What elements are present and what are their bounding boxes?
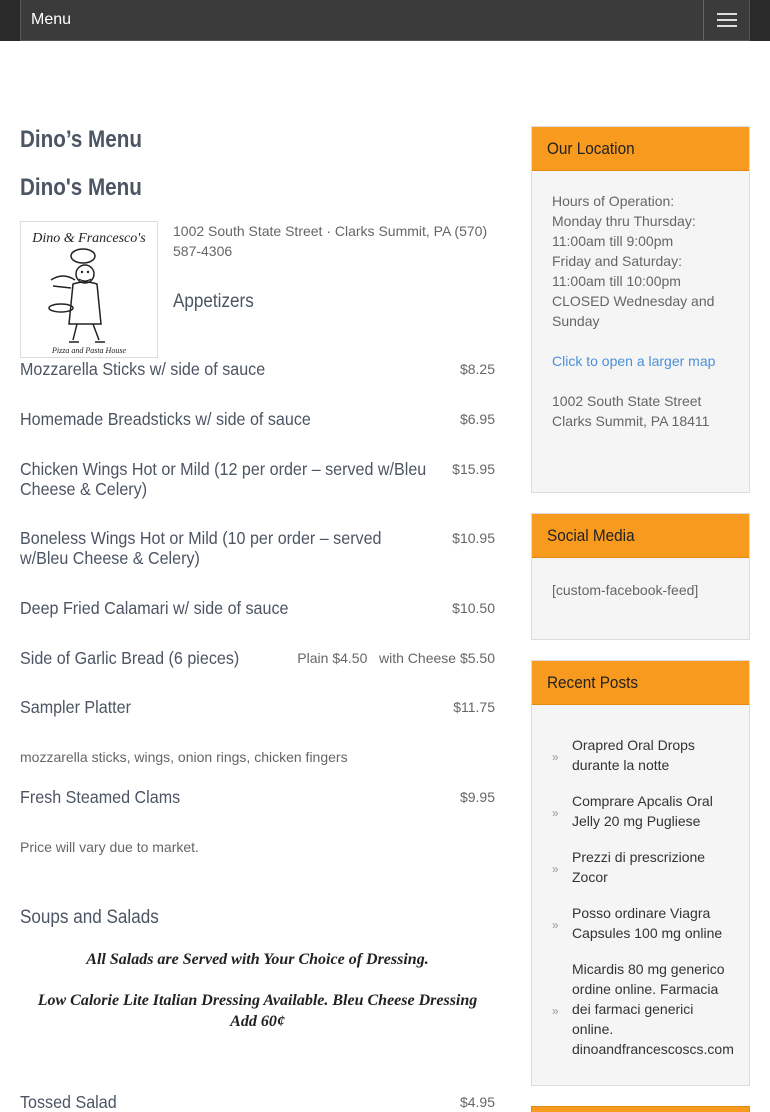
hours-line: Friday and Saturday: bbox=[552, 253, 682, 269]
recent-posts-widget bbox=[531, 660, 750, 1086]
menu-bar bbox=[20, 0, 750, 41]
item-name: Side of Garlic Bread (6 pieces) bbox=[20, 648, 240, 668]
hours-line: Monday thru Thursday: bbox=[552, 213, 696, 229]
location-widget bbox=[531, 126, 750, 493]
item-description: Price will vary due to market. bbox=[20, 839, 199, 855]
item-description: mozzarella sticks, wings, onion rings, chicken fingers bbox=[20, 749, 348, 765]
hours-line: CLOSED Wednesday and Sunday bbox=[552, 293, 715, 329]
salad-dressing-extra-note: Low Calorie Lite Italian Dressing Available. Bleu Cheese Dressing Add 60¢ bbox=[37, 992, 478, 1030]
hamburger-icon[interactable] bbox=[703, 0, 749, 40]
widget-title: Social Media bbox=[532, 514, 749, 558]
menu-item bbox=[20, 359, 495, 380]
widget-title: Recent Posts bbox=[532, 661, 749, 705]
recent-post-link[interactable]: » Micardis 80 mg generico ordine online. Farmacia dei farmaci generici online. dinoandfrancescoscs.com bbox=[552, 961, 734, 1057]
menu-item bbox=[20, 787, 495, 808]
soups-salads-heading: Soups and Salads bbox=[20, 907, 159, 928]
appetizers-heading: Appetizers bbox=[173, 291, 254, 312]
location-content bbox=[532, 171, 749, 451]
item-price: $10.50 bbox=[452, 600, 495, 616]
menu-item bbox=[20, 1092, 495, 1112]
chevron-right-icon: » bbox=[552, 806, 559, 820]
item-name: Chicken Wings Hot or Mild (12 per order – served w/Bleu Cheese & Celery) bbox=[20, 459, 427, 499]
menu-item bbox=[20, 648, 495, 669]
widget-title: Our Location bbox=[532, 127, 749, 171]
item-price: $15.95 bbox=[452, 461, 495, 477]
recent-posts-list bbox=[532, 705, 749, 1059]
menu-title: Dino's Menu bbox=[20, 174, 142, 201]
recent-post-link[interactable]: » Comprare Apcalis Oral Jelly 20 mg Pugliese bbox=[552, 793, 713, 829]
item-price: $10.95 bbox=[452, 530, 495, 546]
item-price: $8.25 bbox=[459, 361, 495, 377]
menu-item bbox=[20, 409, 495, 430]
item-name: Sampler Platter bbox=[20, 697, 131, 717]
item-price: Plain $4.50 with Cheese $5.50 bbox=[297, 650, 495, 666]
restaurant-address: 1002 South State Street · Clarks Summit, PA (570) 587-4306 bbox=[173, 223, 488, 259]
recent-post-link[interactable]: » Posso ordinare Viagra Capsules 100 mg online bbox=[552, 905, 723, 941]
location-address: 1002 South State Street Clarks Summit, PA 18411 bbox=[552, 393, 710, 429]
item-name: Mozzarella Sticks w/ side of sauce bbox=[20, 359, 266, 379]
chevron-right-icon: » bbox=[552, 862, 559, 876]
item-name: Homemade Breadsticks w/ side of sauce bbox=[20, 409, 311, 429]
logo-text-bottom: Pizza and Pasta House bbox=[52, 346, 126, 355]
social-feed: [custom-facebook-feed] bbox=[552, 582, 699, 598]
restaurant-logo bbox=[20, 221, 158, 358]
recent-post-link[interactable]: » Prezzi di prescrizione Zocor bbox=[552, 849, 706, 885]
map-link[interactable]: Click to open a larger map bbox=[552, 353, 716, 369]
page-title: Dino’s Menu bbox=[20, 126, 142, 153]
menu-item bbox=[20, 697, 495, 718]
logo-text-top: Dino & Francesco's bbox=[32, 231, 146, 246]
item-price: $6.95 bbox=[459, 411, 495, 427]
menu-item bbox=[20, 528, 495, 569]
item-price: $9.95 bbox=[459, 789, 495, 805]
item-price: $4.95 bbox=[459, 1094, 495, 1110]
menu-label[interactable]: Menu bbox=[31, 11, 72, 28]
item-name: Boneless Wings Hot or Mild (10 per order – served w/Bleu Cheese & Celery) bbox=[20, 528, 382, 568]
hours-line: 11:00am till 9:00pm bbox=[552, 233, 674, 249]
chevron-right-icon: » bbox=[552, 750, 559, 764]
chevron-right-icon: » bbox=[552, 1004, 559, 1018]
menu-item bbox=[20, 459, 495, 500]
top-navigation-bar bbox=[0, 0, 770, 41]
item-price: $11.75 bbox=[453, 699, 495, 715]
menu-item bbox=[20, 598, 495, 619]
hours-line: Hours of Operation: bbox=[552, 193, 675, 209]
recent-post-link[interactable]: » Orapred Oral Drops durante la notte bbox=[552, 737, 695, 773]
item-name: Fresh Steamed Clams bbox=[20, 787, 181, 807]
hours-line: 11:00am till 10:00pm bbox=[552, 273, 681, 289]
item-name: Tossed Salad bbox=[20, 1092, 117, 1112]
item-name: Deep Fried Calamari w/ side of sauce bbox=[20, 598, 289, 618]
chevron-right-icon: » bbox=[552, 918, 559, 932]
social-media-widget bbox=[531, 513, 750, 640]
salad-dressing-note: All Salads are Served with Your Choice of Dressing. bbox=[86, 951, 429, 968]
next-widget-header bbox=[531, 1106, 750, 1112]
